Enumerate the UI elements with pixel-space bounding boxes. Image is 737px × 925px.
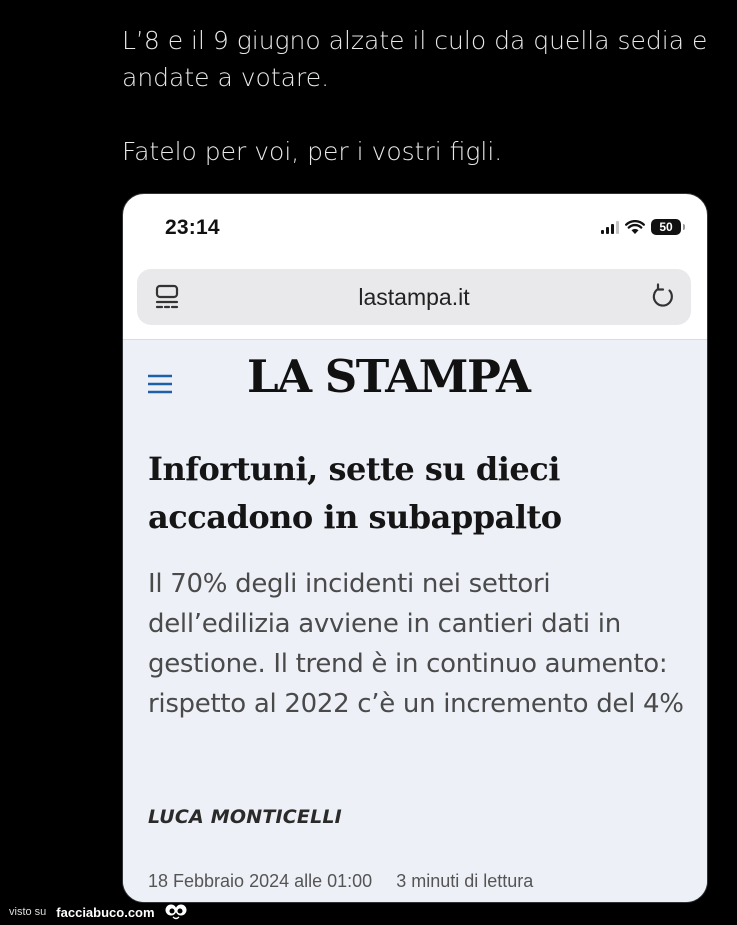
- reload-icon[interactable]: [649, 282, 677, 312]
- watermark-site: facciabuco.com: [56, 904, 155, 920]
- post-text: [122, 22, 722, 170]
- address-bar[interactable]: [137, 269, 691, 325]
- watermark: [9, 903, 187, 921]
- url-text[interactable]: lastampa.it: [358, 284, 470, 310]
- battery-icon: 50: [651, 219, 681, 235]
- hamburger-menu-icon[interactable]: [147, 373, 173, 395]
- post-line-2: andate a votare.: [122, 63, 330, 92]
- article-subtitle: Il 70% degli incidenti nei settori dell’edilizia avviene in cantieri dati in gestione. Il trend è in continuo aumento: rispetto al 2022 c’è un incremento del 4%: [148, 569, 684, 719]
- post-line-3: Fatelo per voi, per i vostri figli.: [122, 137, 503, 166]
- article-headline[interactable]: Infortuni, sette su dieci accadono in subappalto: [148, 450, 562, 536]
- status-icons: [601, 219, 681, 235]
- newspaper-logo[interactable]: LA STAMPA: [247, 350, 530, 403]
- watermark-prefix: visto su: [9, 906, 47, 918]
- article-author[interactable]: LUCA MONTICELLI: [148, 806, 342, 828]
- signal-icon: [601, 220, 619, 234]
- phone-screenshot[interactable]: [122, 193, 708, 903]
- post-line-1: L’8 e il 9 giugno alzate il culo da quella sedia e: [122, 26, 708, 55]
- status-bar: [123, 194, 707, 264]
- status-time: 23:14: [165, 216, 220, 239]
- wifi-icon: [625, 220, 645, 235]
- article-read-time: 3 minuti di lettura: [396, 871, 534, 891]
- article-page: [123, 339, 707, 903]
- article-meta: [148, 871, 533, 892]
- article-date: 18 Febbraio 2024 alle 01:00: [148, 871, 373, 891]
- googly-eyes-icon: [165, 903, 187, 921]
